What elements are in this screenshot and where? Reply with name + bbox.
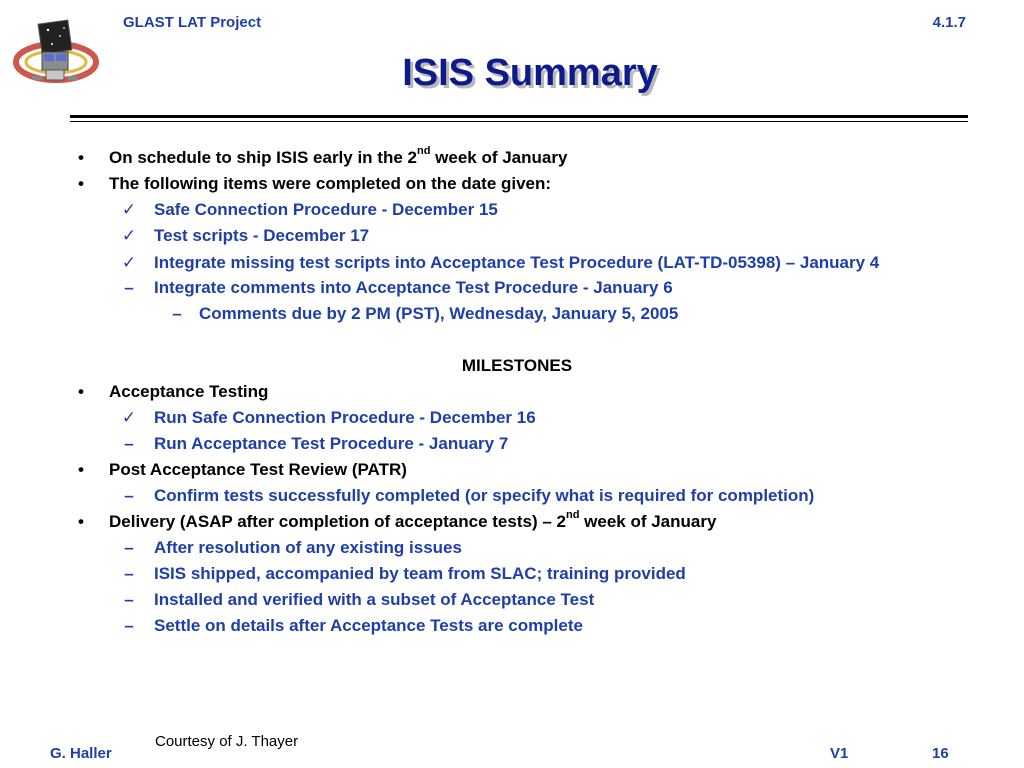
bullet-marker: • (78, 148, 84, 167)
ordinal-suffix: nd (416, 145, 431, 158)
item-text: Safe Connection Procedure - December 15 (154, 200, 498, 219)
item-text: Run Safe Connection Procedure - December 16 (154, 408, 536, 427)
item-text: After resolution of any existing issues (154, 538, 462, 557)
list-item (72, 535, 972, 561)
list-item (72, 561, 972, 587)
bullet-marker: • (78, 382, 84, 401)
check-icon: ✓ (121, 253, 137, 272)
item-text: week of January (579, 512, 717, 531)
slide-content (72, 145, 972, 639)
bullet-marker: • (78, 460, 84, 479)
ordinal-suffix: nd (565, 509, 580, 522)
check-icon: ✓ (121, 408, 137, 427)
dash-marker: – (124, 590, 134, 609)
item-text: Installed and verified with a subset of Acceptance Test (154, 590, 595, 609)
list-item (72, 457, 972, 483)
list-item (72, 249, 972, 275)
list-item (72, 431, 972, 457)
list-item (72, 145, 972, 171)
item-text: On schedule to ship ISIS early in the 2 (109, 148, 417, 167)
list-item (72, 171, 972, 197)
slide-title: ISIS Summary (402, 52, 658, 94)
check-icon: ✓ (121, 226, 137, 245)
item-text: week of January (430, 148, 568, 167)
dash-marker: – (124, 486, 134, 505)
item-text: Integrate comments into Acceptance Test Procedure - January 6 (154, 278, 673, 297)
list-item (72, 405, 972, 431)
item-text: Settle on details after Acceptance Tests are complete (154, 616, 583, 635)
milestones-heading: MILESTONES (461, 356, 573, 375)
dash-marker: – (172, 304, 182, 323)
spacer (72, 327, 972, 353)
list-item (72, 509, 972, 535)
dash-marker: – (124, 278, 134, 297)
dash-marker: – (124, 538, 134, 557)
item-text: Comments due by 2 PM (PST), Wednesday, January 5, 2005 (199, 304, 679, 323)
item-text: Integrate missing test scripts into Acceptance Test Procedure (LAT-TD-05398) – January 4 (154, 253, 880, 272)
list-item (72, 275, 972, 301)
project-name: GLAST LAT Project (123, 14, 262, 31)
list-item (72, 613, 972, 639)
title-rule-thick (70, 115, 968, 118)
check-icon: ✓ (121, 200, 137, 219)
item-text: Confirm tests successfully completed (or specify what is required for completion) (154, 486, 815, 505)
item-text: Run Acceptance Test Procedure - January 7 (154, 434, 509, 453)
page-number: 16 (932, 745, 949, 762)
dash-marker: – (124, 616, 134, 635)
title-rule-thin (70, 121, 968, 122)
item-text: The following items were completed on the date given: (109, 174, 552, 193)
item-text: Post Acceptance Test Review (PATR) (109, 460, 407, 479)
section-number: 4.1.7 (932, 14, 966, 31)
author-name: G. Haller (50, 745, 112, 762)
item-text: ISIS shipped, accompanied by team from SLAC; training provided (154, 564, 686, 583)
bullet-marker: • (78, 512, 84, 531)
list-item (72, 483, 972, 509)
bullet-marker: • (78, 174, 84, 193)
list-item (72, 587, 972, 613)
list-item (72, 379, 972, 405)
item-text: Delivery (ASAP after completion of acceptance tests) – 2 (109, 512, 566, 531)
list-item (72, 197, 972, 223)
list-item (72, 223, 972, 249)
courtesy-note: Courtesy of J. Thayer (155, 733, 299, 750)
dash-marker: – (124, 564, 134, 583)
dash-marker: – (124, 434, 134, 453)
version-label: V1 (830, 745, 849, 762)
item-text: Test scripts - December 17 (154, 226, 370, 245)
list-item (72, 301, 972, 327)
item-text: Acceptance Testing (109, 382, 269, 401)
